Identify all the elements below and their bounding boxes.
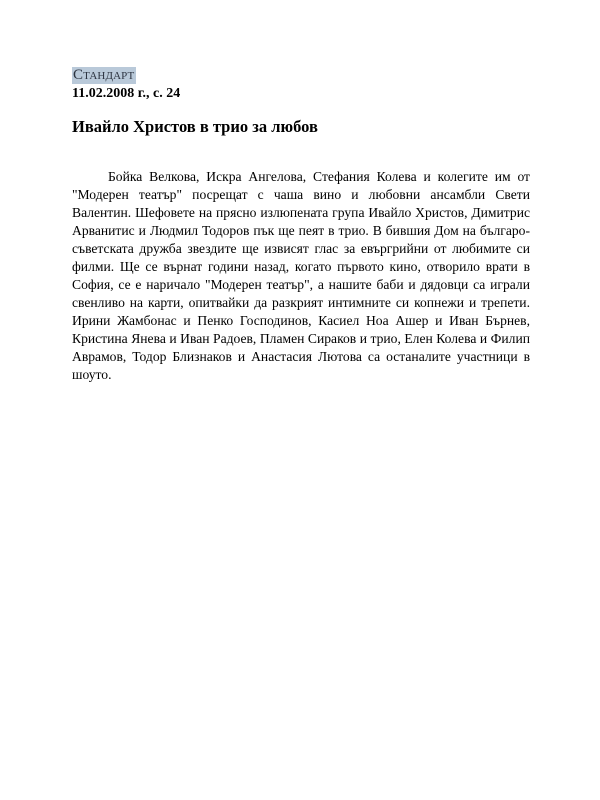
newspaper-source-label: Стандарт (73, 67, 135, 83)
article-body: Бойка Велкова, Искра Ангелова, Стефания Колева и колегите им от "Модерен театър" посрещат с чаша вино и любовни ансамбли Свети Валентин. Шефовете на прясно излюпената група Ивайло Христов, Димитрис Арванитис и Людмил Тодоров пък ще пеят в трио. В бившия Дом на българо-съветската дружба звездите ще извисят глас за евъргрийни от любимите си филми. Ще се върнат години назад, когато първото кино, отворило врати в София, се е наричало "Модерен театър", а нашите баби и дядовци са играли свенливо на карти, опитвайки да разкрият интимните си копнежи и трепети. Ирини Жамбонас и Пенко Господинов, Касиел Ноа Ашер и Иван Бърнев, Кристина Янева и Иван Радоев, Пламен Сираков и трио, Елен Колева и Филип Аврамов, Тодор Близнаков и Анастасия Лютова са останалите участници в шоуто. (72, 169, 530, 382)
issue-date-line: 11.02.2008 г., с. 24 (72, 86, 181, 101)
document-page (72, 66, 530, 398)
article-title: Ивайло Христов в трио за любов (72, 117, 318, 136)
